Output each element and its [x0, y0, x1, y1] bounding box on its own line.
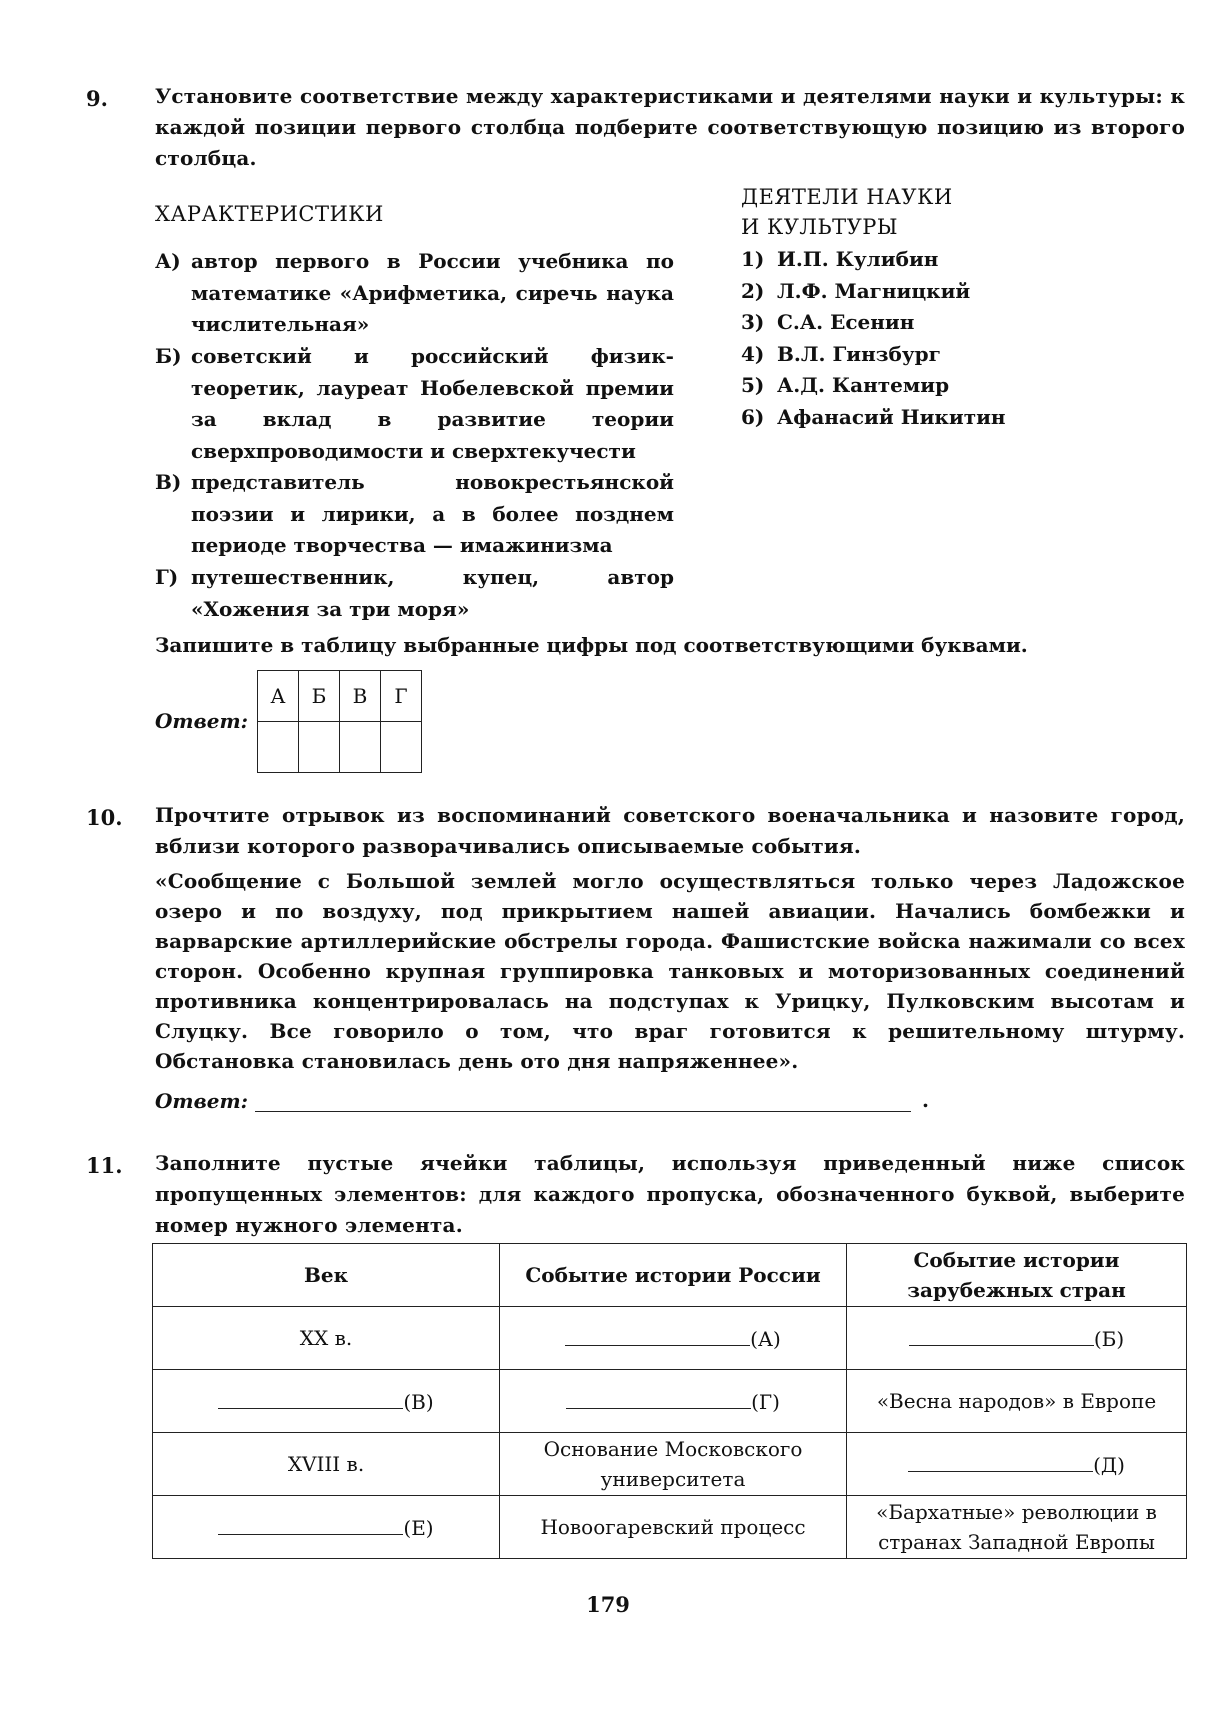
q9-instruction: Запишите в таблицу выбранные цифры под соответствующими буквами. — [155, 633, 1028, 657]
header-foreign: Событие истории зарубежных стран — [847, 1244, 1187, 1307]
blank-cell[interactable]: (Г) — [500, 1370, 847, 1433]
answer-cell[interactable] — [258, 722, 299, 773]
answer-letter: Г — [381, 671, 422, 722]
characteristic-item: А) автор первого в России учебника по математике «Арифметика, сиречь наука числительная» — [155, 249, 674, 336]
table-row — [153, 1433, 1187, 1496]
header-century: Век — [153, 1244, 500, 1307]
cell-foreign: «Весна народов» в Европе — [847, 1370, 1187, 1433]
q11-table — [152, 1243, 1187, 1559]
figure-item: 1) И.П. Кулибин — [741, 247, 939, 271]
blank-cell[interactable]: (А) — [500, 1307, 847, 1370]
header-russia: Событие истории России — [500, 1244, 847, 1307]
question-10-number: 10. — [86, 805, 123, 830]
question-10-text: Прочтите отрывок из воспоминаний советского военачальника и назовите город, вблизи которого разворачивались описываемые события. — [155, 803, 1185, 858]
blank-cell[interactable]: (Е) — [153, 1496, 500, 1559]
characteristic-item: В) представитель новокрестьянской поэзии и лирики, а в более позднем периоде творчества — имажинизма — [155, 470, 674, 557]
figure-item: 5) А.Д. Кантемир — [741, 373, 950, 397]
question-11-number: 11. — [86, 1153, 123, 1178]
answer-cell[interactable] — [340, 722, 381, 773]
q10-answer-end: . — [922, 1088, 929, 1112]
answer-letter: В — [340, 671, 381, 722]
blank-cell[interactable]: (Д) — [847, 1433, 1187, 1496]
characteristic-item: Г) путешественник, купец, автор «Хожения за три моря» — [155, 565, 674, 621]
answer-cell[interactable] — [299, 722, 340, 773]
table-row — [153, 1307, 1187, 1370]
table-row — [153, 1370, 1187, 1433]
cell-russia: Основание Московского университета — [500, 1433, 847, 1496]
page-number: 179 — [586, 1592, 630, 1617]
figure-item: 3) С.А. Есенин — [741, 310, 915, 334]
cell-foreign: «Бархатные» революции в странах Западной Европы — [847, 1496, 1187, 1559]
cell-century: XX в. — [153, 1307, 500, 1370]
figure-item: 2) Л.Ф. Магницкий — [741, 279, 971, 303]
answer-letter: Б — [299, 671, 340, 722]
cell-russia: Новоогаревский процесс — [500, 1496, 847, 1559]
question-10-quote: «Сообщение с Большой землей могло осуществляться только через Ладожское озеро и по воздуху, под прикрытием нашей авиации. Начались бомбежки и варварские артиллерийские обстрелы города. Фашистские войска нажимали со всех сторон. Особенно крупная группировка танковых и моторизованных соединений противника концентрировалась на подступах к Урицку, Пулковским высотам и Слуцку. Все говорило о том, что враг готовится к решительному штурму. Обстановка становилась день ото дня напряженнее». — [155, 869, 1185, 1073]
characteristics-heading: ХАРАКТЕРИСТИКИ — [155, 202, 384, 226]
figure-item: 4) В.Л. Гинзбург — [741, 342, 941, 366]
q9-answer-table — [257, 670, 422, 773]
table-header-row — [153, 1244, 1187, 1307]
blank-cell[interactable]: (В) — [153, 1370, 500, 1433]
characteristic-item: Б) советский и российский физик-теоретик, лауреат Нобелевской премии за вклад в развитие теории сверхпроводимости и сверхтекучести — [155, 344, 674, 463]
q10-answer-line[interactable] — [255, 1111, 911, 1112]
figures-heading-line1: ДЕЯТЕЛИ НАУКИ — [741, 185, 953, 209]
question-9-number: 9. — [86, 86, 108, 111]
answer-letter: А — [258, 671, 299, 722]
table-row — [153, 1496, 1187, 1559]
figure-item: 6) Афанасий Никитин — [741, 405, 1006, 429]
q9-answer-label: Ответ: — [155, 709, 248, 733]
question-9-text: Установите соответствие между характеристиками и деятелями науки и культуры: к каждой позиции первого столбца подберите соответствующую позицию из второго столбца. — [155, 84, 1185, 170]
question-11-text: Заполните пустые ячейки таблицы, используя приведенный ниже список пропущенных элементов: для каждого пропуска, обозначенного буквой, выберите номер нужного элемента. — [155, 1151, 1185, 1237]
cell-century: XVIII в. — [153, 1433, 500, 1496]
q10-answer-label: Ответ: — [155, 1089, 248, 1113]
blank-cell[interactable]: (Б) — [847, 1307, 1187, 1370]
answer-cell[interactable] — [381, 722, 422, 773]
figures-heading-line2: И КУЛЬТУРЫ — [741, 215, 899, 239]
